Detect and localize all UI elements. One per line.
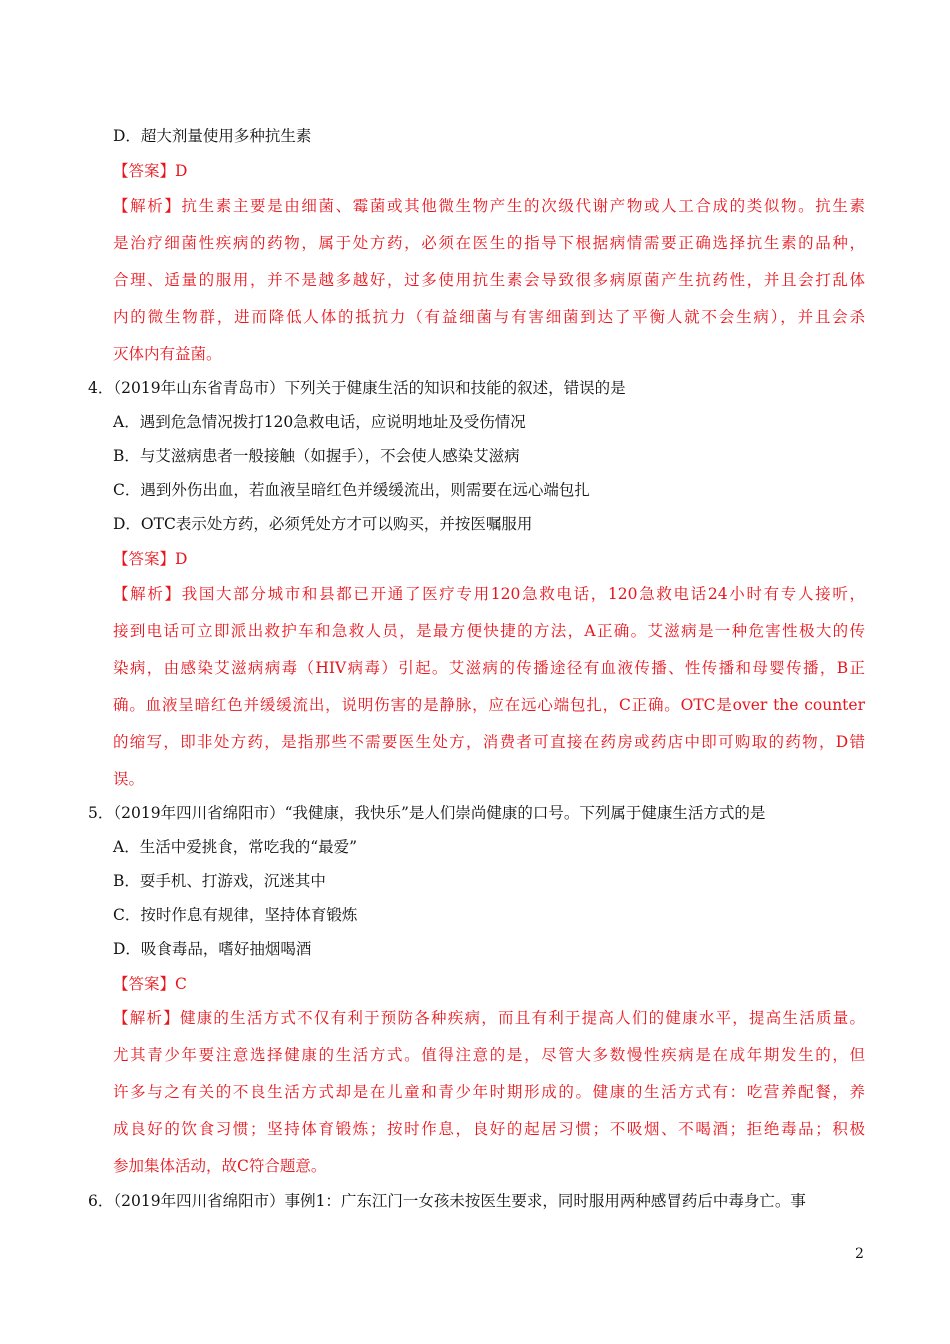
q5-stem-line xyxy=(88,802,765,824)
q4-option-c: C．遇到外伤出血，若血液呈暗红色并缓缓流出，则需要在远心端包扎 xyxy=(113,481,590,499)
question-stem: （2019年四川省绵阳市）“我健康，我快乐”是人们崇尚健康的口号。下列属于健康生活方式的是 xyxy=(113,804,766,822)
q4-explanation-line-3: 染病，由感染艾滋病病毒（HIV病毒）引起。艾滋病的传播途径有血液传播、性传播和母婴传播，B正 xyxy=(113,659,865,677)
q4-option-a: A．遇到危急情况拨打120急救电话，应说明地址及受伤情况 xyxy=(113,413,526,431)
q3-explanation-line-3: 合理、适量的服用，并不是越多越好，过多使用抗生素会导致很多病原菌产生抗药性，并且会打乱体 xyxy=(113,271,865,289)
q5-explanation-line-5: 参加集体活动，故C符合题意。 xyxy=(113,1157,327,1175)
q3-explanation-line-4: 内的微生物群，进而降低人体的抵抗力（有益细菌与有害细菌到达了平衡人就不会生病），并且会杀 xyxy=(113,308,865,326)
q6-stem-line xyxy=(88,1190,864,1212)
q5-explanation-line-3: 许多与之有关的不良生活方式却是在儿童和青少年时期形成的。健康的生活方式有：吃营养配餐，养 xyxy=(113,1083,865,1101)
q4-option-b: B．与艾滋病患者一般接触（如握手），不会使人感染艾滋病 xyxy=(113,447,520,465)
explanation-tag: 【解析】 xyxy=(113,585,182,603)
q5-option-a: A．生活中爱挑食，常吃我的“最爱” xyxy=(113,838,358,856)
q5-explanation-line-4: 成良好的饮食习惯；坚持体育锻炼；按时作息，良好的起居习惯；不吸烟、不喝酒；拒绝毒品；积极 xyxy=(113,1120,865,1138)
answer-value: D xyxy=(175,550,188,568)
q3-option-d: D．超大剂量使用多种抗生素 xyxy=(113,127,312,145)
q4-stem-line xyxy=(88,377,626,399)
question-stem: （2019年四川省绵阳市）事例1：广东江门一女孩未按医生要求，同时服用两种感冒药后中毒身亡。事 xyxy=(113,1192,806,1210)
q4-explanation-line-6: 误。 xyxy=(113,770,145,788)
answer-tag: 【答案】 xyxy=(113,975,176,993)
q4-answer xyxy=(113,548,187,570)
q5-option-c: C．按时作息有规律，坚持体育锻炼 xyxy=(113,906,358,924)
q3-explanation-line-5: 灭体内有益菌。 xyxy=(113,345,222,363)
q3-answer xyxy=(113,160,187,182)
q5-explanation-line-1: 【解析】健康的生活方式不仅有利于预防各种疾病，而且有利于提高人们的健康水平，提高生活质量。 xyxy=(113,1009,865,1027)
q4-option-d: D．OTC表示处方药，必须凭处方才可以购买，并按医嘱服用 xyxy=(113,515,533,533)
explanation-tag: 【解析】 xyxy=(113,1009,180,1027)
q5-answer xyxy=(113,973,187,995)
q3-explanation-line-1: 【解析】抗生素主要是由细菌、霉菌或其他微生物产生的次级代谢产物或人工合成的类似物。抗生素 xyxy=(113,197,865,215)
explanation-tag: 【解析】 xyxy=(113,197,182,215)
question-stem: （2019年山东省青岛市）下列关于健康生活的知识和技能的叙述，错误的是 xyxy=(113,379,626,397)
q4-explanation-line-5: 的缩写，即非处方药，是指那些不需要医生处方，消费者可直接在药房或药店中即可购取的药物，D错 xyxy=(113,733,865,751)
answer-value: D xyxy=(175,162,188,180)
q5-option-b: B．耍手机、打游戏，沉迷其中 xyxy=(113,872,326,890)
q3-explanation-line-2: 是治疗细菌性疾病的药物，属于处方药，必须在医生的指导下根据病情需要正确选择抗生素的品种， xyxy=(113,234,865,252)
q4-explanation-line-2: 接到电话可立即派出救护车和急救人员，是最方便快捷的方法，A正确。艾滋病是一种危害性极大的传 xyxy=(113,622,865,640)
question-number: 5． xyxy=(88,804,114,822)
answer-value: C xyxy=(175,975,187,993)
answer-tag: 【答案】 xyxy=(113,550,176,568)
q5-option-d: D．吸食毒品，嗜好抽烟喝酒 xyxy=(113,940,312,958)
page-number: 2 xyxy=(855,1246,864,1262)
q4-explanation-line-4: 确。血液呈暗红色并缓缓流出，说明伤害的是静脉，应在远心端包扎，C正确。OTC是over the counter xyxy=(113,696,865,714)
q4-explanation-line-1: 【解析】我国大部分城市和县都已开通了医疗专用120急救电话，120急救电话24小时有专人接听， xyxy=(113,585,865,603)
q5-explanation-line-2: 尤其青少年要注意选择健康的生活方式。值得注意的是，尽管大多数慢性疾病是在成年期发生的，但 xyxy=(113,1046,865,1064)
question-number: 4． xyxy=(88,379,114,397)
question-number: 6． xyxy=(88,1192,114,1210)
answer-tag: 【答案】 xyxy=(113,162,176,180)
